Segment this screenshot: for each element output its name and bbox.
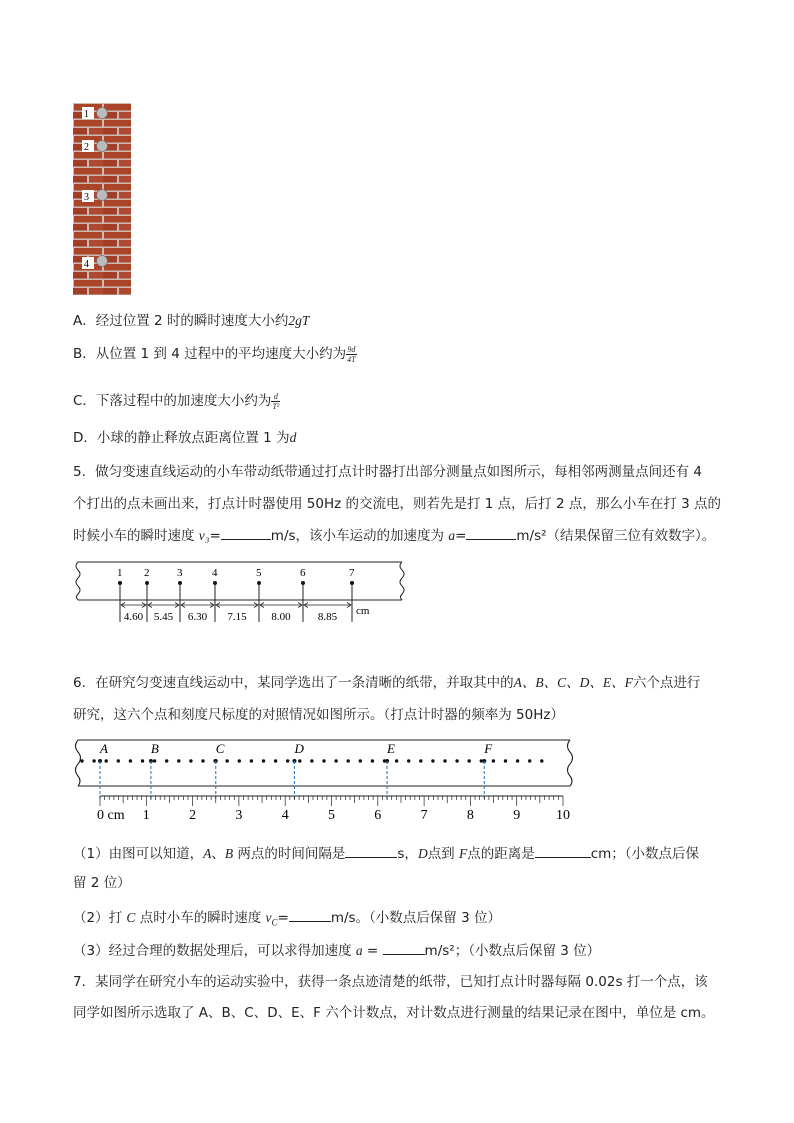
svg-text:4: 4 <box>84 259 89 270</box>
tape-dot <box>80 759 83 762</box>
q5-point-label: 5 <box>256 567 262 579</box>
tape-dot <box>359 759 362 762</box>
q5-segment-label: 7.15 <box>227 611 247 623</box>
tape-dot <box>516 759 519 762</box>
q6-sub-1: （1）由图可以知道，A、B 两点的时间间隔是 s，D点到 F点的距离是 cm；（小数点后保 <box>73 843 699 864</box>
brick-wall-figure <box>73 103 131 295</box>
q6-sub-3: （3）经过合理的数据处理后，可以求得加速度 a = m/s²；（小数点后保留 3 位） <box>73 940 600 961</box>
time-interval-blank[interactable] <box>345 843 397 858</box>
ruler-label: 4 <box>281 808 289 823</box>
a-answer-blank[interactable] <box>466 525 516 540</box>
tape-dot <box>141 759 144 762</box>
tape-dot <box>540 759 543 762</box>
q6-line-1: 6．在研究匀变速直线运动中，某同学选出了一条清晰的纸带，并取其中的A、B、C、D、E、F六个点进行 <box>73 675 701 691</box>
tape-dot <box>286 759 289 762</box>
q6-tape-ruler-figure <box>70 736 575 830</box>
q5-line-3: 时候小车的瞬时速度 v₃= m/s，该小车运动的加速度为 a= m/s²（结果保留三位有效数字）。 <box>73 525 715 546</box>
tape-dot <box>528 759 531 762</box>
tape-point-A: A <box>100 741 108 756</box>
v3-answer-blank[interactable] <box>221 525 271 540</box>
tape-dot <box>468 759 471 762</box>
ruler-label: 7 <box>420 808 428 823</box>
ruler-label: 0 cm <box>97 808 125 823</box>
q6-line-2: 研究，这六个点和刻度尺标度的对照情况如图所示。（打点计时器的频率为 50Hz） <box>73 707 564 723</box>
q5-point-label: 3 <box>177 567 183 579</box>
svg-text:1: 1 <box>84 109 89 120</box>
tape-dot <box>177 759 180 762</box>
q5-tape-figure <box>72 556 408 626</box>
option-d: D．小球的静止释放点距离位置 1 为d <box>73 430 297 446</box>
tape-dot <box>117 759 120 762</box>
ruler-label: 2 <box>189 808 197 823</box>
tape-dot <box>504 759 507 762</box>
tape-dot <box>262 759 265 762</box>
tape-dot <box>419 759 422 762</box>
ruler-label: 6 <box>374 808 382 823</box>
tape-dot <box>310 759 313 762</box>
tape-dot <box>165 759 168 762</box>
vc-answer-blank[interactable] <box>289 907 331 922</box>
q5-point-label: 1 <box>117 567 123 579</box>
tape-point-D: D <box>294 741 304 756</box>
tape-point-E: E <box>387 741 396 756</box>
svg-text:2: 2 <box>84 142 89 153</box>
tape-dot <box>371 759 374 762</box>
ruler-label: 5 <box>328 808 335 823</box>
ruler-label: 10 <box>556 808 570 823</box>
tape-dot <box>189 759 192 762</box>
tape-dot <box>492 759 495 762</box>
q5-point-label: 7 <box>349 567 355 579</box>
q6-sub-1-cont: 留 2 位） <box>73 875 131 891</box>
q5-point-label: 4 <box>212 567 218 579</box>
tape-dot <box>92 759 95 762</box>
svg-text:3: 3 <box>84 192 89 203</box>
tape-point-B: B <box>150 741 159 756</box>
tape-dot <box>443 759 446 762</box>
option-a: A．经过位置 2 时的瞬时速度大小约2gT <box>73 313 310 329</box>
tape-dot <box>431 759 434 762</box>
ruler-label: 1 <box>142 808 150 823</box>
ruler-label: 8 <box>466 808 474 823</box>
option-b: B．从位置 1 到 4 过程中的平均速度大小约为 $\frac{9d}{4T}$ <box>73 344 356 364</box>
tape-dot <box>274 759 277 762</box>
tape-dot <box>129 759 132 762</box>
q7-line-1: 7．某同学在研究小车的运动实验中，获得一条点迹清楚的纸带，已知打点计时器每隔 0.02s 打一个点，该 <box>73 974 708 990</box>
option-c: C．下落过程中的加速度大小约为 $\frac{d}{\text{T²}}$ <box>73 391 280 411</box>
q5-segment-label: 8.85 <box>317 611 338 623</box>
q5-segment-label: 6.30 <box>187 611 208 623</box>
accel-answer-blank[interactable] <box>383 940 425 955</box>
tape-dot <box>238 759 241 762</box>
tape-dot <box>201 759 204 762</box>
tape-dot <box>322 759 325 762</box>
tape-dot <box>250 759 253 762</box>
tape-dot <box>347 759 350 762</box>
q5-line-2: 个打出的点未画出来，打点计时器使用 50Hz 的交流电，则若先是打 1 点，后打 2 点，那么小车在打 3 点的 <box>73 496 722 512</box>
tape-point-C: C <box>215 741 225 756</box>
q5-segment-label: 8.00 <box>271 611 291 623</box>
q5-segment-label: 5.45 <box>153 611 174 623</box>
tape-dot <box>153 759 156 762</box>
tape-dot <box>407 759 410 762</box>
tape-dot <box>334 759 337 762</box>
q6-sub-2: （2）打 C 点时小车的瞬时速度 $v_C= m/s$。（小数点后保留 3 位） <box>73 907 501 933</box>
tape-dot <box>395 759 398 762</box>
q5-unit-label: cm <box>356 605 370 617</box>
tape-point-F: F <box>484 741 493 756</box>
ruler-label: 9 <box>513 808 521 823</box>
q7-line-2: 同学如图所示选取了 A、B、C、D、E、F 六个计数点，对计数点进行测量的结果记录在图中，单位是 cm。 <box>73 1005 715 1021</box>
q5-segment-label: 4.60 <box>123 611 144 623</box>
q5-point-label: 2 <box>144 567 150 579</box>
tape-dot <box>226 759 229 762</box>
tape-dot <box>455 759 458 762</box>
df-distance-blank[interactable] <box>535 843 591 858</box>
tape-dot <box>298 759 301 762</box>
ruler-label: 3 <box>235 808 243 823</box>
q5-point-label: 6 <box>300 567 306 579</box>
q5-line-1: 5．做匀变速直线运动的小车带动纸带通过打点计时器打出部分测量点如图所示，每相邻两测量点间还有 4 <box>73 464 702 480</box>
tape-dot <box>105 759 108 762</box>
